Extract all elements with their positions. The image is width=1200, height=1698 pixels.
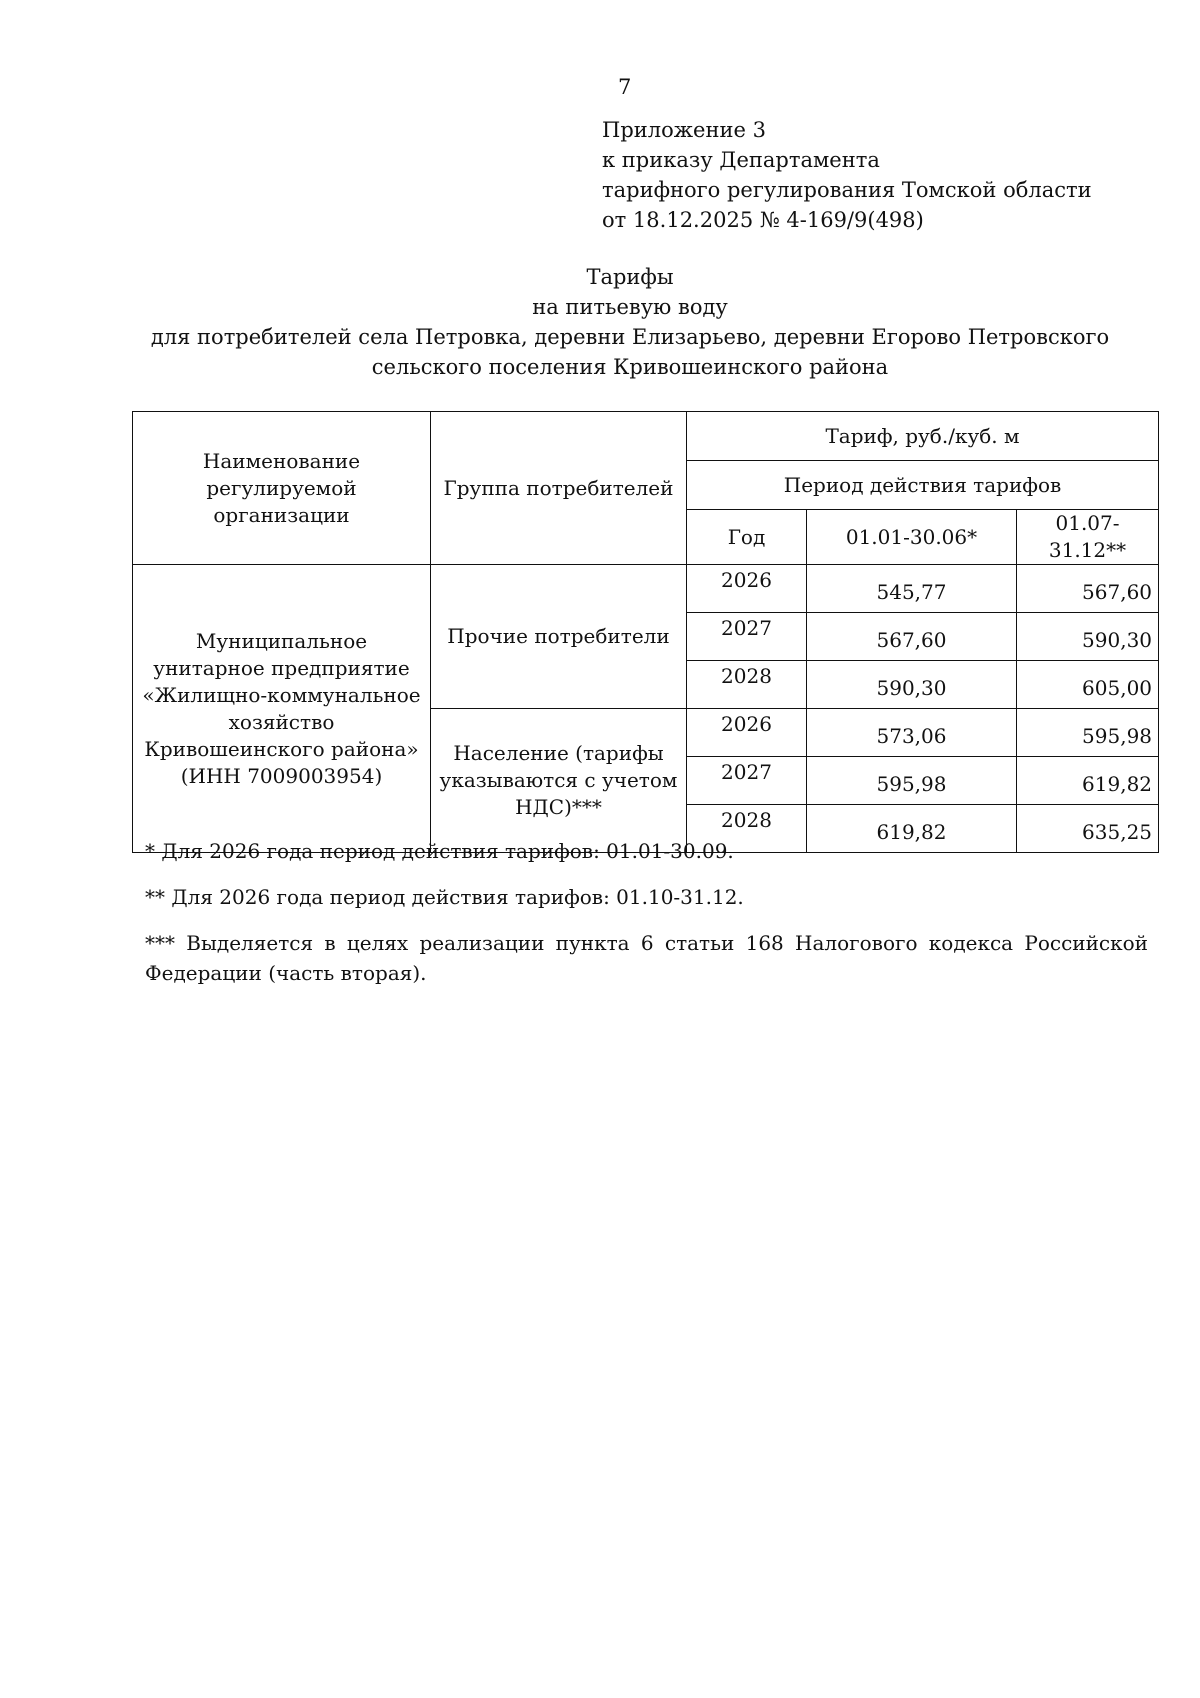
header-tariff: Тариф, руб./куб. м bbox=[687, 412, 1159, 461]
table-row bbox=[133, 565, 1159, 613]
tariff-period-2-cell: 635,25 bbox=[1017, 805, 1159, 853]
footnotes bbox=[145, 836, 1148, 1004]
tariff-period-2-cell: 595,98 bbox=[1017, 709, 1159, 757]
year-cell: 2027 bbox=[687, 757, 807, 805]
year-cell: 2026 bbox=[687, 709, 807, 757]
header-period-2: 01.07-31.12** bbox=[1017, 510, 1159, 565]
tariff-period-1-cell: 545,77 bbox=[807, 565, 1017, 613]
header-year: Год bbox=[687, 510, 807, 565]
consumer-group-population: Население (тарифы указываются с учетом НДС)*** bbox=[431, 709, 687, 853]
consumer-group-other: Прочие потребители bbox=[431, 565, 687, 709]
organization-name: Муниципальное унитарное предприятие «Жилищно-коммунальное хозяйство Кривошеинского района» (ИНН 7009003954) bbox=[133, 565, 431, 853]
year-cell: 2027 bbox=[687, 613, 807, 661]
footnote: * Для 2026 года период действия тарифов: 01.01-30.09. bbox=[145, 839, 734, 863]
year-cell: 2028 bbox=[687, 805, 807, 853]
annex-reference bbox=[602, 115, 1092, 235]
tariff-period-2-cell: 590,30 bbox=[1017, 613, 1159, 661]
year-cell: 2028 bbox=[687, 661, 807, 709]
title-line: на питьевую воду bbox=[532, 295, 728, 319]
title-line: Тарифы bbox=[586, 265, 674, 289]
header-period-1: 01.01-30.06* bbox=[807, 510, 1017, 565]
annex-line: тарифного регулирования Томской области bbox=[602, 178, 1092, 202]
footnote: *** Выделяется в целях реализации пункта 6 статьи 168 Налогового кодекса Российской Федерации (часть вторая). bbox=[145, 931, 1148, 985]
year-cell: 2026 bbox=[687, 565, 807, 613]
tariff-period-1-cell: 590,30 bbox=[807, 661, 1017, 709]
tariff-period-2-cell: 619,82 bbox=[1017, 757, 1159, 805]
header-period: Период действия тарифов bbox=[687, 461, 1159, 510]
tariff-period-2-cell: 567,60 bbox=[1017, 565, 1159, 613]
annex-line: Приложение 3 bbox=[602, 118, 766, 142]
header-consumer-group: Группа потребителей bbox=[431, 412, 687, 565]
annex-line: от 18.12.2025 № 4-169/9(498) bbox=[602, 208, 924, 232]
title-line: для потребителей села Петровка, деревни Елизарьево, деревни Егорово Петровского bbox=[150, 325, 1110, 349]
tariff-period-1-cell: 573,06 bbox=[807, 709, 1017, 757]
document-title bbox=[120, 262, 1140, 382]
tariff-period-2-cell: 605,00 bbox=[1017, 661, 1159, 709]
tariff-period-1-cell: 619,82 bbox=[807, 805, 1017, 853]
header-organization: Наименование регулируемой организации bbox=[133, 412, 431, 565]
annex-line: к приказу Департамента bbox=[602, 148, 880, 172]
tariff-table bbox=[132, 411, 1159, 853]
footnote: ** Для 2026 года период действия тарифов: 01.10-31.12. bbox=[145, 885, 744, 909]
title-line: сельского поселения Кривошеинского района bbox=[371, 355, 889, 379]
page-number: 7 bbox=[618, 75, 632, 99]
tariff-period-1-cell: 595,98 bbox=[807, 757, 1017, 805]
tariff-period-1-cell: 567,60 bbox=[807, 613, 1017, 661]
